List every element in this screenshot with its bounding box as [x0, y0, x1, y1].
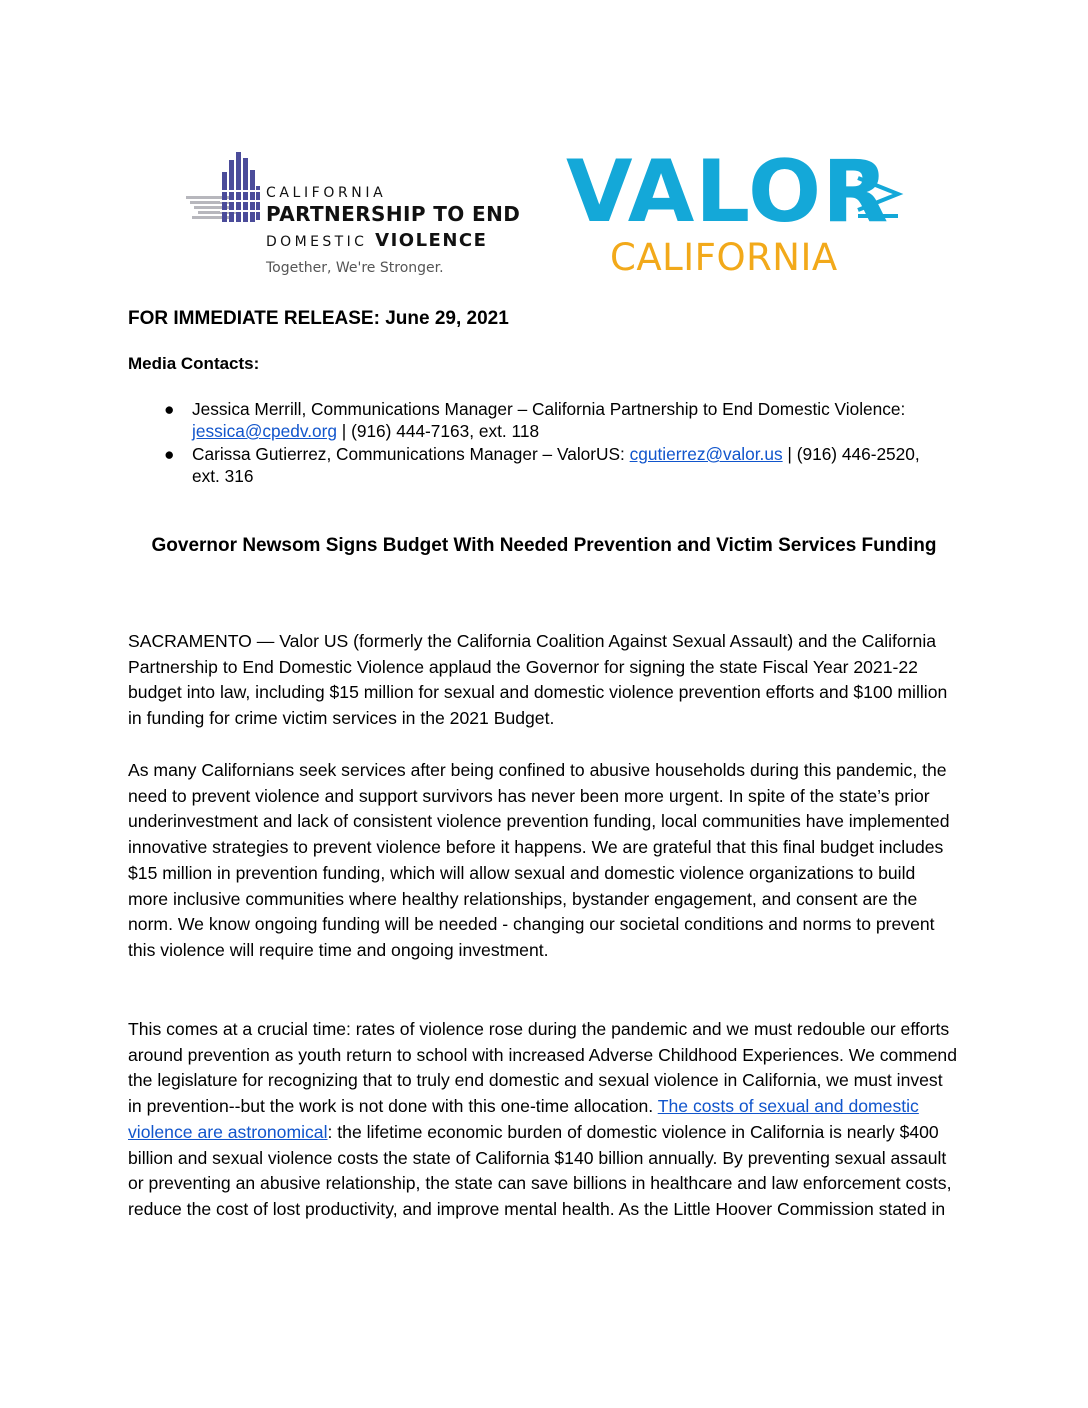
contact-text: Jessica Merrill, Communications Manager – California Partnership to End Domestic Violence:	[192, 399, 906, 419]
cpedv-word-domestic: DOMESTIC	[266, 234, 368, 250]
cpedv-logo	[186, 150, 531, 285]
valor-wordmark: VALOR	[566, 142, 890, 242]
cpedv-line-california: CALIFORNIA	[266, 185, 387, 201]
bullet-icon: ●	[164, 444, 175, 464]
costs-link[interactable]: The costs of sexual and domestic violence are astronomical	[128, 1096, 919, 1142]
contact-phone: | (916) 444-7163, ext. 118	[336, 421, 540, 441]
contact-email-link[interactable]: jessica@cpedv.org	[192, 421, 337, 441]
contact-item	[128, 398, 928, 442]
cpedv-line-domestic-violence	[266, 230, 487, 251]
media-contacts-label: Media Contacts:	[128, 354, 260, 373]
paragraph-3-text-cont: : the lifetime economic burden of domestic violence in California is nearly $400 billion and sexual violence costs the state of California $140 billion annually. By preventing sexual assault or preventing an abusive relationship, the state can save billions in healthcare and law enforcement costs, reduce the cost of lost productivity, and improve mental health. As the Little Hoover Commission stated in	[128, 1121, 952, 1219]
release-date: FOR IMMEDIATE RELEASE: June 29, 2021	[128, 308, 509, 329]
paragraph-2: As many Californians seek services after being confined to abusive households during this pandemic, the need to prevent violence and support survivors has never been more urgent. In spite of the state’s prior underinvestment and lack of consistent violence prevention funding, local communities have implemented innovative strategies to prevent violence before it happens. We are grateful that this final budget includes $15 million in prevention funding, which will allow sexual and domestic violence organizations to build more inclusive communities where healthy relationships, bystander engagement, and consent are the norm. We know ongoing funding will be needed - changing our societal conditions and norms to prevent this violence will require time and ongoing investment.	[128, 760, 950, 960]
paragraph-3	[128, 1017, 960, 1223]
cpedv-word-violence: VIOLENCE	[375, 230, 488, 251]
bullet-icon: ●	[164, 399, 175, 419]
media-contacts-list	[128, 398, 928, 488]
headline: Governor Newsom Signs Budget With Needed Prevention and Victim Services Funding	[151, 535, 937, 556]
valor-california: CALIFORNIA	[610, 236, 838, 279]
valor-chevron-icon	[854, 174, 904, 220]
contact-text: Carissa Gutierrez, Communications Manager – ValorUS:	[192, 444, 630, 464]
contact-email-link[interactable]: cgutierrez@valor.us	[629, 444, 783, 464]
cpedv-hands-icon	[186, 150, 262, 230]
contact-phone: | (916) 446-2520, ext. 316	[192, 444, 920, 486]
cpedv-tagline: Together, We're Stronger.	[266, 260, 444, 276]
valor-logo	[566, 142, 916, 285]
contact-item	[128, 443, 928, 487]
paragraph-3-text: This comes at a crucial time: rates of violence rose during the pandemic and we must redouble our efforts around prevention as youth return to school with increased Adverse Childhood Experiences. We commend the legislature for recognizing that to truly end domestic and sexual violence in California, we must invest in prevention--but the work is not done with this one-time allocation.	[128, 1019, 958, 1117]
paragraph-1: SACRAMENTO — Valor US (formerly the California Coalition Against Sexual Assault) and the California Partnership to End Domestic Violence applaud the Governor for signing the state Fiscal Year 2021-22 budget into law, including $15 million for sexual and domestic violence prevention efforts and $100 million in funding for crime victim services in the 2021 Budget.	[128, 631, 948, 729]
cpedv-line-partnership: PARTNERSHIP TO END	[266, 202, 521, 226]
